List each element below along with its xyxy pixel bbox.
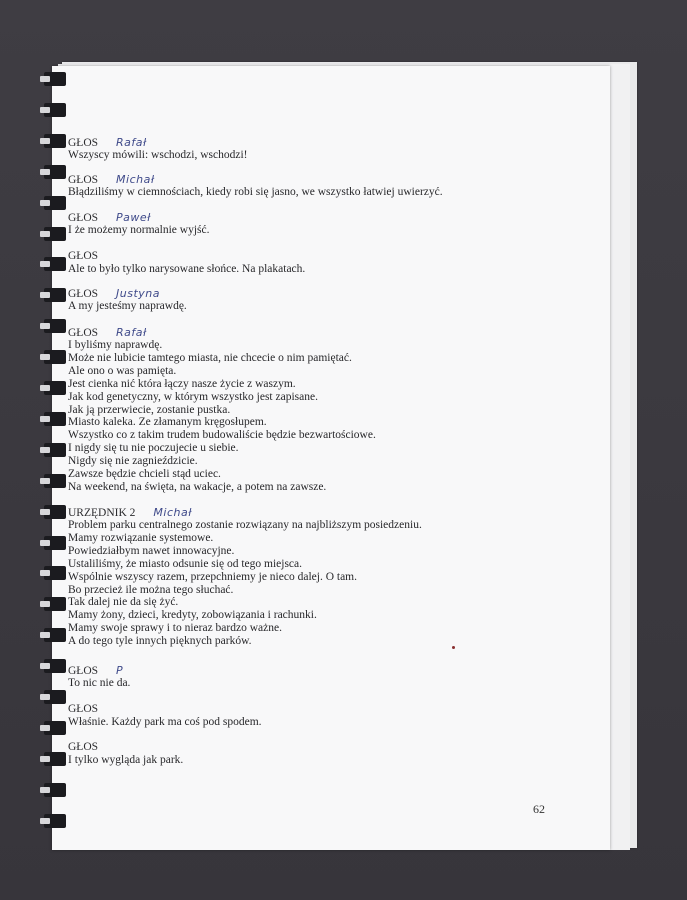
dialogue-line: Właśnie. Każdy park ma coś pod spodem.: [68, 716, 262, 728]
dialogue-line: Problem parku centralnego zostanie rozwiązany na najbliższym posiedzeniu.: [68, 519, 422, 531]
dialogue-block: [68, 136, 528, 162]
binding-ring: [44, 752, 66, 766]
dialogue-block: [68, 664, 528, 690]
dialogue-line: Ale ono o was pamięta.: [68, 364, 177, 377]
binding-ring: [44, 72, 66, 86]
dialogue-block: [68, 326, 528, 494]
speaker-label: [68, 703, 528, 716]
binding-ring: [44, 103, 66, 117]
binding-ring: [44, 536, 66, 550]
speaker-label: [68, 173, 528, 186]
speaker-label: [68, 326, 528, 339]
speaker-label: [68, 506, 528, 519]
dialogue-line: A do tego tyle innych pięknych parków.: [68, 635, 252, 648]
speaker-name: GŁOS: [68, 288, 99, 300]
speaker-name: GŁOS: [68, 174, 99, 186]
binding-ring: [44, 597, 66, 611]
dialogue-line: I nigdy się tu nie poczujecie u siebie.: [68, 442, 239, 455]
dialogue-line: Wspólnie wszyscy razem, przepchniemy je nieco dalej. O tam.: [68, 570, 357, 583]
handwritten-note: Justyna: [116, 287, 161, 300]
dialogue-line: Mamy żony, dzieci, kredyty, zobowiązania i rachunki.: [68, 609, 317, 622]
dialogue-line: Na weekend, na święta, na wakacje, a potem na zawsze.: [68, 480, 327, 493]
dialogue-line: Ale to było tylko narysowane słońce. Na plakatach.: [68, 263, 306, 275]
binding-ring: [44, 319, 66, 333]
dialogue-block: [68, 741, 528, 767]
dialogue-block: [68, 173, 528, 199]
dialogue-line: A my jesteśmy naprawdę.: [68, 300, 187, 312]
speaker-name: GŁOS: [68, 137, 99, 149]
binding-ring: [44, 134, 66, 148]
binding-ring: [44, 566, 66, 580]
speaker-label: [68, 250, 528, 263]
binding-ring: [44, 227, 66, 241]
binding-ring: [44, 690, 66, 704]
dialogue-line: Zawsze będzie chcieli stąd uciec.: [68, 468, 221, 481]
speaker-label: [68, 664, 528, 677]
speaker-name: GŁOS: [68, 703, 99, 715]
dialogue-line: I byliśmy naprawdę.: [68, 339, 163, 351]
dialogue-line: Mamy swoje sprawy i to nieraz bardzo ważne.: [68, 622, 282, 635]
dialogue-block: [68, 506, 528, 648]
dialogue-line: Tak dalej nie da się żyć.: [68, 596, 179, 609]
dialogue-line: Jak kod genetyczny, w którym wszystko jest zapisane.: [68, 390, 318, 403]
binding-ring: [44, 814, 66, 828]
dialogue-line: Nigdy się nie zagnieździcie.: [68, 455, 198, 468]
binding-ring: [44, 381, 66, 395]
speaker-label: [68, 136, 528, 149]
dialogue-block: [68, 250, 528, 276]
binding-ring: [44, 628, 66, 642]
binding-ring: [44, 257, 66, 271]
dialogue-line: Wszyscy mówili: wschodzi, wschodzi!: [68, 149, 248, 161]
speaker-label: [68, 741, 528, 754]
ink-dot: [452, 646, 455, 649]
speaker-name: GŁOS: [68, 327, 99, 339]
speaker-name: GŁOS: [68, 250, 99, 262]
binding-ring: [44, 443, 66, 457]
binding-ring: [44, 659, 66, 673]
dialogue-line: Bo przecież ile można tego słuchać.: [68, 583, 234, 596]
dialogue-line: Jak ją przerwiecie, zostanie pustka.: [68, 403, 231, 416]
speaker-name: GŁOS: [68, 741, 99, 753]
speaker-name: GŁOS: [68, 665, 99, 677]
handwritten-note: Paweł: [116, 211, 151, 224]
handwritten-note: Rafał: [116, 136, 147, 149]
dialogue-line: Ustaliliśmy, że miasto odsunie się od tego miejsca.: [68, 557, 303, 570]
dialogue-block: [68, 287, 528, 313]
dialogue-line: Jest cienka nić która łączy nasze życie z waszym.: [68, 377, 296, 390]
spiral-binding: [40, 66, 70, 850]
binding-ring: [44, 783, 66, 797]
binding-ring: [44, 412, 66, 426]
binding-ring: [44, 721, 66, 735]
dialogue-line: I tylko wygląda jak park.: [68, 754, 184, 766]
dialogue-line: I że możemy normalnie wyjść.: [68, 224, 210, 236]
dialogue-line: Mamy rozwiązanie systemowe.: [68, 531, 214, 544]
dialogue-line: Może nie lubicie tamtego miasta, nie chcecie o nim pamiętać.: [68, 351, 352, 364]
speaker-label: [68, 287, 528, 300]
handwritten-note: Michał: [116, 173, 155, 186]
dialogue-line: Miasto kaleka. Ze złamanym kręgosłupem.: [68, 416, 267, 429]
handwritten-note: P: [116, 664, 124, 677]
speaker-name: URZĘDNIK 2: [68, 507, 136, 519]
dialogue-line: Wszystko co z takim trudem budowaliście będzie bezwartościowe.: [68, 429, 376, 442]
speaker-name: GŁOS: [68, 212, 99, 224]
page-number: 62: [533, 802, 545, 816]
handwritten-note: Rafał: [116, 326, 147, 339]
binding-ring: [44, 288, 66, 302]
dialogue-line: To nic nie da.: [68, 677, 131, 689]
handwritten-note: Michał: [153, 506, 192, 519]
dialogue-line: Błądziliśmy w ciemnościach, kiedy robi się jasno, we wszystko łatwiej uwierzyć.: [68, 186, 443, 198]
speaker-label: [68, 211, 528, 224]
binding-ring: [44, 474, 66, 488]
dialogue-line: Powiedziałbym nawet innowacyjne.: [68, 544, 235, 557]
binding-ring: [44, 196, 66, 210]
binding-ring: [44, 165, 66, 179]
binding-ring: [44, 350, 66, 364]
dialogue-block: [68, 703, 528, 729]
binding-ring: [44, 505, 66, 519]
dialogue-block: [68, 211, 528, 237]
